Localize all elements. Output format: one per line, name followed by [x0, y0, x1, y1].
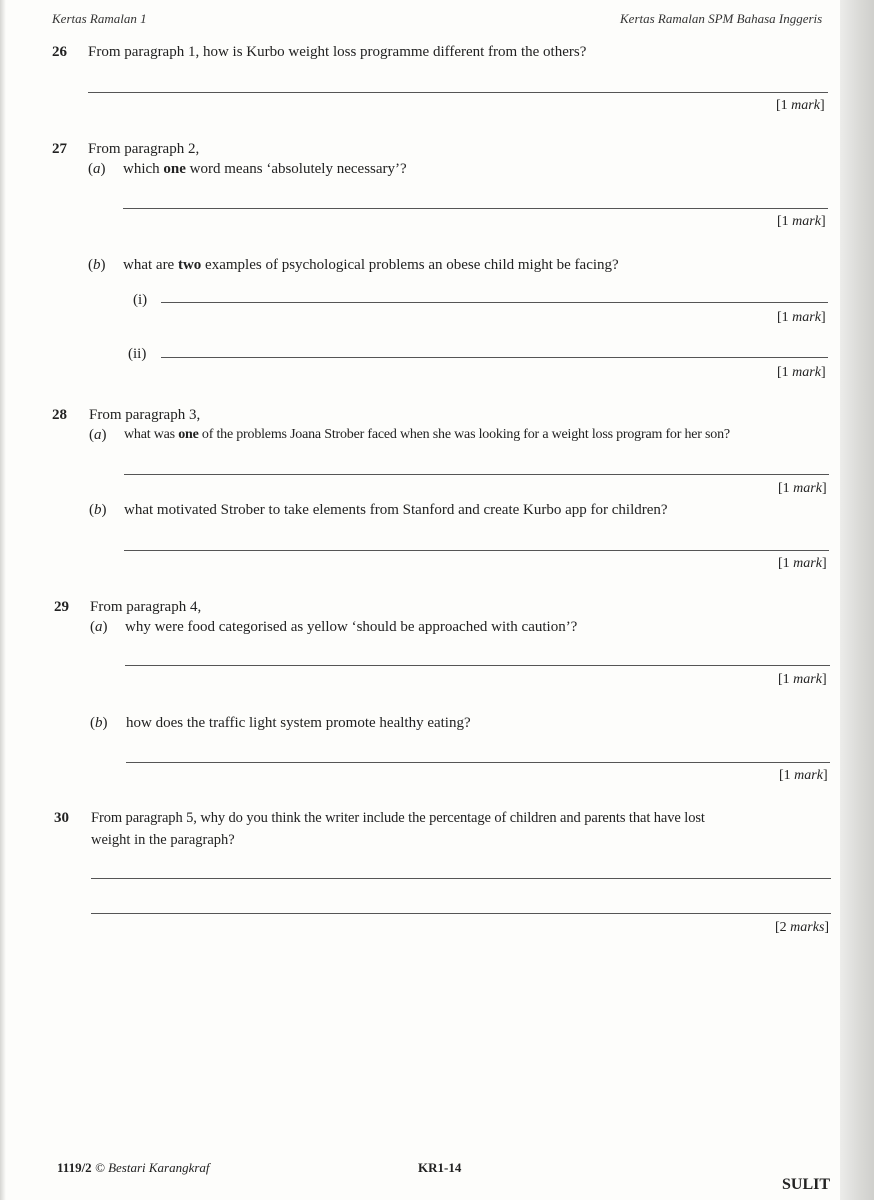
footer-copyright: 1119/2 © Bestari Karangkraf — [57, 1160, 210, 1175]
footer-classification: SULIT — [782, 1176, 831, 1193]
q29b-label: (b) — [90, 715, 108, 731]
q29a-marks: [1 mark] — [778, 672, 827, 687]
q26-marks: [1 mark] — [776, 98, 825, 113]
header-right: Kertas Ramalan SPM Bahasa Inggeris — [620, 11, 823, 26]
header-left: Kertas Ramalan 1 — [52, 11, 147, 26]
q27b-i-answer-line[interactable] — [161, 302, 828, 303]
q27-intro: From paragraph 2, — [88, 141, 200, 157]
q29b-marks: [1 mark] — [779, 768, 828, 783]
q27b-ii-marks: [1 mark] — [777, 365, 826, 380]
q28a-marks: [1 mark] — [778, 481, 827, 496]
q27a-text: which one word means ‘absolutely necessary’? — [123, 161, 407, 177]
q29a-text: why were food categorised as yellow ‘should be approached with caution’? — [125, 619, 578, 635]
q30-text-line2: weight in the paragraph? — [91, 832, 235, 848]
q28a-answer-line[interactable] — [124, 474, 829, 475]
q28a-text: what was one of the problems Joana Strober faced when she was looking for a weight loss program for her son? — [124, 427, 730, 442]
q28a-label: (a) — [89, 427, 107, 443]
q30-text-line1: From paragraph 5, why do you think the writer include the percentage of children and parents that have lost — [91, 810, 705, 826]
q26-answer-line[interactable] — [88, 92, 828, 93]
q29-number: 29 — [54, 599, 69, 615]
q27b-text: what are two examples of psychological problems an obese child might be facing? — [123, 257, 619, 273]
q29b-text: how does the traffic light system promote healthy eating? — [126, 715, 471, 731]
q28b-marks: [1 mark] — [778, 556, 827, 571]
q29a-label: (a) — [90, 619, 108, 635]
q27a-answer-line[interactable] — [123, 208, 828, 209]
q27a-marks: [1 mark] — [777, 214, 826, 229]
q28-intro: From paragraph 3, — [89, 407, 201, 423]
q29-intro: From paragraph 4, — [90, 599, 202, 615]
page-left-edge — [0, 0, 6, 1200]
q27-number: 27 — [52, 141, 67, 157]
q29b-answer-line[interactable] — [126, 762, 830, 763]
q27b-i-label: (i) — [133, 292, 148, 308]
footer-page-code: KR1-14 — [418, 1160, 462, 1175]
q30-answer-line-1[interactable] — [91, 878, 831, 879]
q30-marks: [2 marks] — [775, 920, 830, 935]
q29a-answer-line[interactable] — [125, 665, 830, 666]
q30-answer-line-2[interactable] — [91, 913, 831, 914]
q27b-ii-answer-line[interactable] — [161, 357, 828, 358]
q28-number: 28 — [52, 407, 67, 423]
q28b-text: what motivated Strober to take elements from Stanford and create Kurbo app for children? — [124, 502, 668, 518]
q26-text: From paragraph 1, how is Kurbo weight loss programme different from the others? — [88, 44, 587, 60]
q28b-answer-line[interactable] — [124, 550, 829, 551]
q27b-i-marks: [1 mark] — [777, 310, 826, 325]
q26-number: 26 — [52, 44, 67, 60]
q27b-ii-label: (ii) — [128, 346, 147, 362]
q27a-label: (a) — [88, 161, 106, 177]
q28b-label: (b) — [89, 502, 107, 518]
q30-number: 30 — [54, 810, 69, 826]
q27b-label: (b) — [88, 257, 106, 273]
page-right-edge — [840, 0, 874, 1200]
